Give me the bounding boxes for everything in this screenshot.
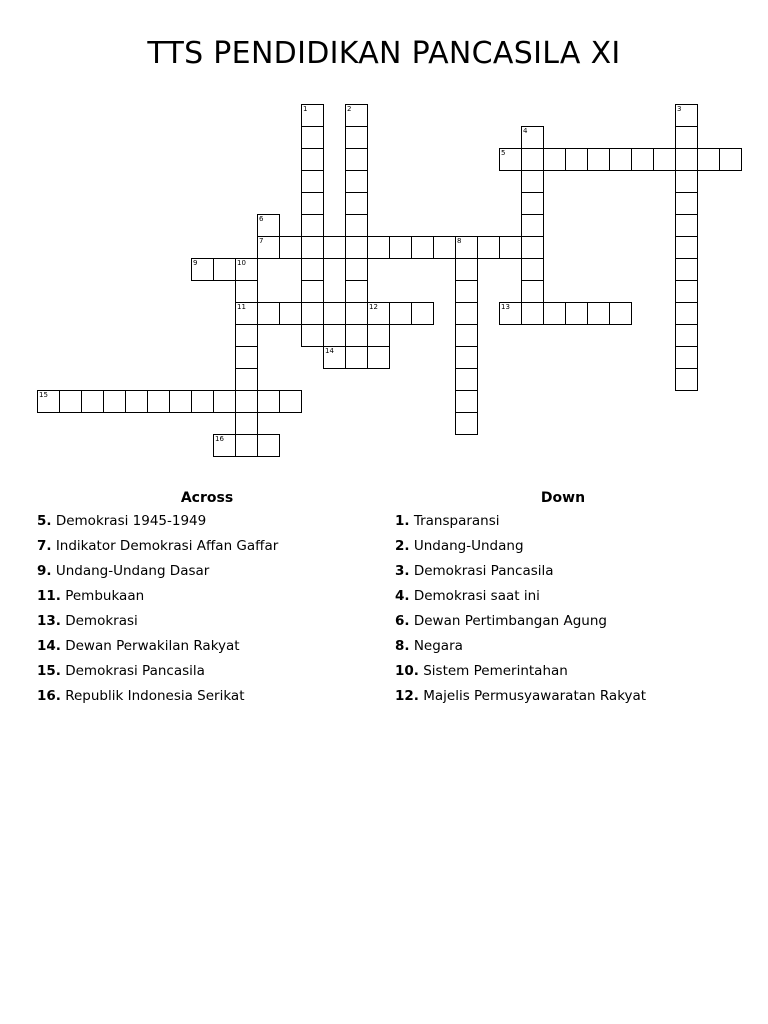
- crossword-cell[interactable]: [345, 214, 368, 237]
- clue-number: 14: [325, 347, 334, 355]
- clue-number: 6: [259, 215, 264, 223]
- crossword-cell[interactable]: [455, 302, 478, 325]
- clue-text: Demokrasi saat ini: [413, 588, 540, 604]
- down-clue: [395, 637, 735, 662]
- clue-number: 13: [501, 303, 510, 311]
- crossword-cell[interactable]: [477, 236, 500, 259]
- crossword-cell[interactable]: [411, 236, 434, 259]
- crossword-cell[interactable]: [235, 412, 258, 435]
- crossword-cell[interactable]: [301, 302, 324, 325]
- crossword-cell[interactable]: [235, 346, 258, 369]
- down-clue: [395, 612, 735, 637]
- crossword-cell[interactable]: [345, 126, 368, 149]
- across-clue: [37, 537, 377, 562]
- clue-number: 14.: [37, 638, 61, 654]
- crossword-cell[interactable]: [301, 258, 324, 281]
- clue-text: Demokrasi 1945-1949: [55, 513, 207, 529]
- down-clue: [395, 512, 735, 537]
- crossword-cell[interactable]: [565, 148, 588, 171]
- clue-number: 15: [39, 391, 48, 399]
- crossword-cell[interactable]: [103, 390, 126, 413]
- crossword-cell[interactable]: [455, 236, 478, 259]
- crossword-cell[interactable]: [257, 214, 280, 237]
- clue-number: 16: [215, 435, 224, 443]
- clue-text: Indikator Demokrasi Affan Gaffar: [55, 538, 279, 554]
- crossword-cell[interactable]: [81, 390, 104, 413]
- crossword-cell[interactable]: [455, 324, 478, 347]
- clue-number: 6.: [395, 613, 410, 629]
- across-clue: [37, 562, 377, 587]
- crossword-cell[interactable]: [191, 258, 214, 281]
- crossword-cell[interactable]: [345, 170, 368, 193]
- crossword-cell[interactable]: [213, 390, 236, 413]
- crossword-cell[interactable]: [433, 236, 456, 259]
- across-clue: [37, 512, 377, 537]
- crossword-cell[interactable]: [521, 170, 544, 193]
- crossword-cell[interactable]: [147, 390, 170, 413]
- clue-number: 5.: [37, 513, 52, 529]
- clue-text: Majelis Permusyawaratan Rakyat: [423, 688, 647, 704]
- crossword-cell[interactable]: [411, 302, 434, 325]
- across-clue: [37, 687, 377, 712]
- crossword-cell[interactable]: [455, 412, 478, 435]
- crossword-grid: [0, 0, 768, 470]
- crossword-cell[interactable]: [323, 236, 346, 259]
- crossword-cell[interactable]: [697, 148, 720, 171]
- clue-number: 13.: [37, 613, 61, 629]
- across-clue: [37, 612, 377, 637]
- down-clues: [395, 490, 735, 712]
- crossword-cell[interactable]: [37, 390, 60, 413]
- crossword-cell[interactable]: [125, 390, 148, 413]
- crossword-cell[interactable]: [675, 324, 698, 347]
- crossword-cell[interactable]: [675, 280, 698, 303]
- crossword-cell[interactable]: [499, 148, 522, 171]
- crossword-cell[interactable]: [521, 236, 544, 259]
- crossword-cell[interactable]: [521, 258, 544, 281]
- crossword-cell[interactable]: [675, 104, 698, 127]
- clue-number: 1.: [395, 513, 410, 529]
- clue-number: 12: [369, 303, 378, 311]
- clue-text: Sistem Pemerintahan: [423, 663, 568, 679]
- crossword-cell[interactable]: [235, 368, 258, 391]
- clue-text: Undang-Undang: [413, 538, 524, 554]
- crossword-cell[interactable]: [235, 324, 258, 347]
- crossword-cell[interactable]: [345, 346, 368, 369]
- clue-number: 2.: [395, 538, 410, 554]
- clue-number: 10.: [395, 663, 419, 679]
- crossword-cell[interactable]: [235, 280, 258, 303]
- crossword-cell[interactable]: [301, 148, 324, 171]
- crossword-cell[interactable]: [213, 434, 236, 457]
- crossword-cell[interactable]: [367, 346, 390, 369]
- crossword-cell[interactable]: [499, 236, 522, 259]
- clue-number: 10: [237, 259, 246, 267]
- clue-text: Negara: [413, 638, 463, 654]
- clue-text: Dewan Perwakilan Rakyat: [65, 638, 240, 654]
- crossword-cell[interactable]: [455, 346, 478, 369]
- clue-number: 11.: [37, 588, 61, 604]
- crossword-cell[interactable]: [609, 302, 632, 325]
- crossword-cell[interactable]: [301, 192, 324, 215]
- down-clue: [395, 662, 735, 687]
- crossword-cell[interactable]: [257, 236, 280, 259]
- crossword-cell[interactable]: [191, 390, 214, 413]
- across-clue: [37, 662, 377, 687]
- crossword-cell[interactable]: [455, 258, 478, 281]
- clue-text: Demokrasi Pancasila: [413, 563, 554, 579]
- crossword-cell[interactable]: [675, 258, 698, 281]
- crossword-cell[interactable]: [543, 148, 566, 171]
- crossword-cell[interactable]: [279, 390, 302, 413]
- clue-number: 1: [303, 105, 308, 113]
- crossword-cell[interactable]: [279, 302, 302, 325]
- clue-text: Undang-Undang Dasar: [55, 563, 210, 579]
- crossword-cell[interactable]: [235, 258, 258, 281]
- crossword-cell[interactable]: [499, 302, 522, 325]
- crossword-cell[interactable]: [301, 126, 324, 149]
- crossword-cell[interactable]: [301, 324, 324, 347]
- crossword-cell[interactable]: [675, 302, 698, 325]
- crossword-cell[interactable]: [367, 302, 390, 325]
- crossword-cell[interactable]: [521, 192, 544, 215]
- crossword-cell[interactable]: [301, 170, 324, 193]
- crossword-cell[interactable]: [609, 148, 632, 171]
- crossword-cell[interactable]: [675, 236, 698, 259]
- down-clue: [395, 537, 735, 562]
- clue-number: 12.: [395, 688, 419, 704]
- crossword-cell[interactable]: [455, 390, 478, 413]
- crossword-cell[interactable]: [521, 148, 544, 171]
- crossword-cell[interactable]: [301, 236, 324, 259]
- across-clue: [37, 587, 377, 612]
- clue-text: Republik Indonesia Serikat: [65, 688, 245, 704]
- crossword-cell[interactable]: [675, 148, 698, 171]
- clue-number: 15.: [37, 663, 61, 679]
- clue-text: Dewan Pertimbangan Agung: [413, 613, 607, 629]
- down-clue: [395, 587, 735, 612]
- crossword-cell[interactable]: [521, 214, 544, 237]
- crossword-cell[interactable]: [521, 302, 544, 325]
- clue-number: 3: [677, 105, 682, 113]
- crossword-cell[interactable]: [389, 236, 412, 259]
- clue-number: 8: [457, 237, 462, 245]
- crossword-cell[interactable]: [543, 302, 566, 325]
- crossword-cell[interactable]: [675, 368, 698, 391]
- crossword-cell[interactable]: [455, 280, 478, 303]
- crossword-cell[interactable]: [345, 324, 368, 347]
- crossword-cell[interactable]: [323, 346, 346, 369]
- crossword-cell[interactable]: [565, 302, 588, 325]
- clue-text: Demokrasi: [65, 613, 138, 629]
- crossword-cell[interactable]: [235, 434, 258, 457]
- crossword-cell[interactable]: [345, 280, 368, 303]
- clue-number: 8.: [395, 638, 410, 654]
- crossword-cell[interactable]: [521, 126, 544, 149]
- crossword-cell[interactable]: [455, 368, 478, 391]
- clue-text: Demokrasi Pancasila: [65, 663, 205, 679]
- crossword-cell[interactable]: [345, 302, 368, 325]
- clue-number: 3.: [395, 563, 410, 579]
- crossword-cell[interactable]: [257, 302, 280, 325]
- crossword-cell[interactable]: [367, 324, 390, 347]
- clue-number: 5: [501, 149, 506, 157]
- down-heading: Down: [540, 490, 586, 506]
- crossword-cell[interactable]: [521, 280, 544, 303]
- crossword-cell[interactable]: [257, 434, 280, 457]
- crossword-cell[interactable]: [367, 236, 390, 259]
- crossword-cell[interactable]: [235, 390, 258, 413]
- across-heading: Across: [180, 490, 234, 506]
- clue-number: 11: [237, 303, 246, 311]
- clue-number: 4: [523, 127, 528, 135]
- crossword-cell[interactable]: [675, 214, 698, 237]
- crossword-cell[interactable]: [169, 390, 192, 413]
- crossword-cell[interactable]: [345, 258, 368, 281]
- page-title: TTS PENDIDIKAN PANCASILA XI: [147, 36, 621, 71]
- down-clue: [395, 687, 735, 712]
- clue-number: 7.: [37, 538, 52, 554]
- crossword-cell[interactable]: [345, 148, 368, 171]
- clue-number: 9.: [37, 563, 52, 579]
- crossword-cell[interactable]: [301, 214, 324, 237]
- crossword-cell[interactable]: [653, 148, 676, 171]
- crossword-cell[interactable]: [301, 104, 324, 127]
- crossword-cell[interactable]: [279, 236, 302, 259]
- crossword-cell[interactable]: [675, 126, 698, 149]
- crossword-cell[interactable]: [59, 390, 82, 413]
- crossword-cell[interactable]: [301, 280, 324, 303]
- crossword-cell[interactable]: [235, 302, 258, 325]
- crossword-cell[interactable]: [631, 148, 654, 171]
- crossword-cell[interactable]: [213, 258, 236, 281]
- crossword-cell[interactable]: [675, 346, 698, 369]
- clue-number: 7: [259, 237, 264, 245]
- crossword-cell[interactable]: [587, 148, 610, 171]
- crossword-cell[interactable]: [345, 192, 368, 215]
- clue-number: 9: [193, 259, 198, 267]
- down-clue: [395, 562, 735, 587]
- clue-text: Pembukaan: [65, 588, 145, 604]
- clue-number: 4.: [395, 588, 410, 604]
- crossword-cell[interactable]: [675, 170, 698, 193]
- crossword-cell[interactable]: [389, 302, 412, 325]
- across-clue: [37, 637, 377, 662]
- clue-number: 16.: [37, 688, 61, 704]
- clue-number: 2: [347, 105, 352, 113]
- crossword-cell[interactable]: [719, 148, 742, 171]
- crossword-cell[interactable]: [345, 104, 368, 127]
- crossword-cell[interactable]: [675, 192, 698, 215]
- crossword-cell[interactable]: [257, 390, 280, 413]
- across-clues: [37, 490, 377, 712]
- crossword-cell[interactable]: [345, 236, 368, 259]
- clue-text: Transparansi: [413, 513, 500, 529]
- crossword-cell[interactable]: [587, 302, 610, 325]
- crossword-cell[interactable]: [323, 302, 346, 325]
